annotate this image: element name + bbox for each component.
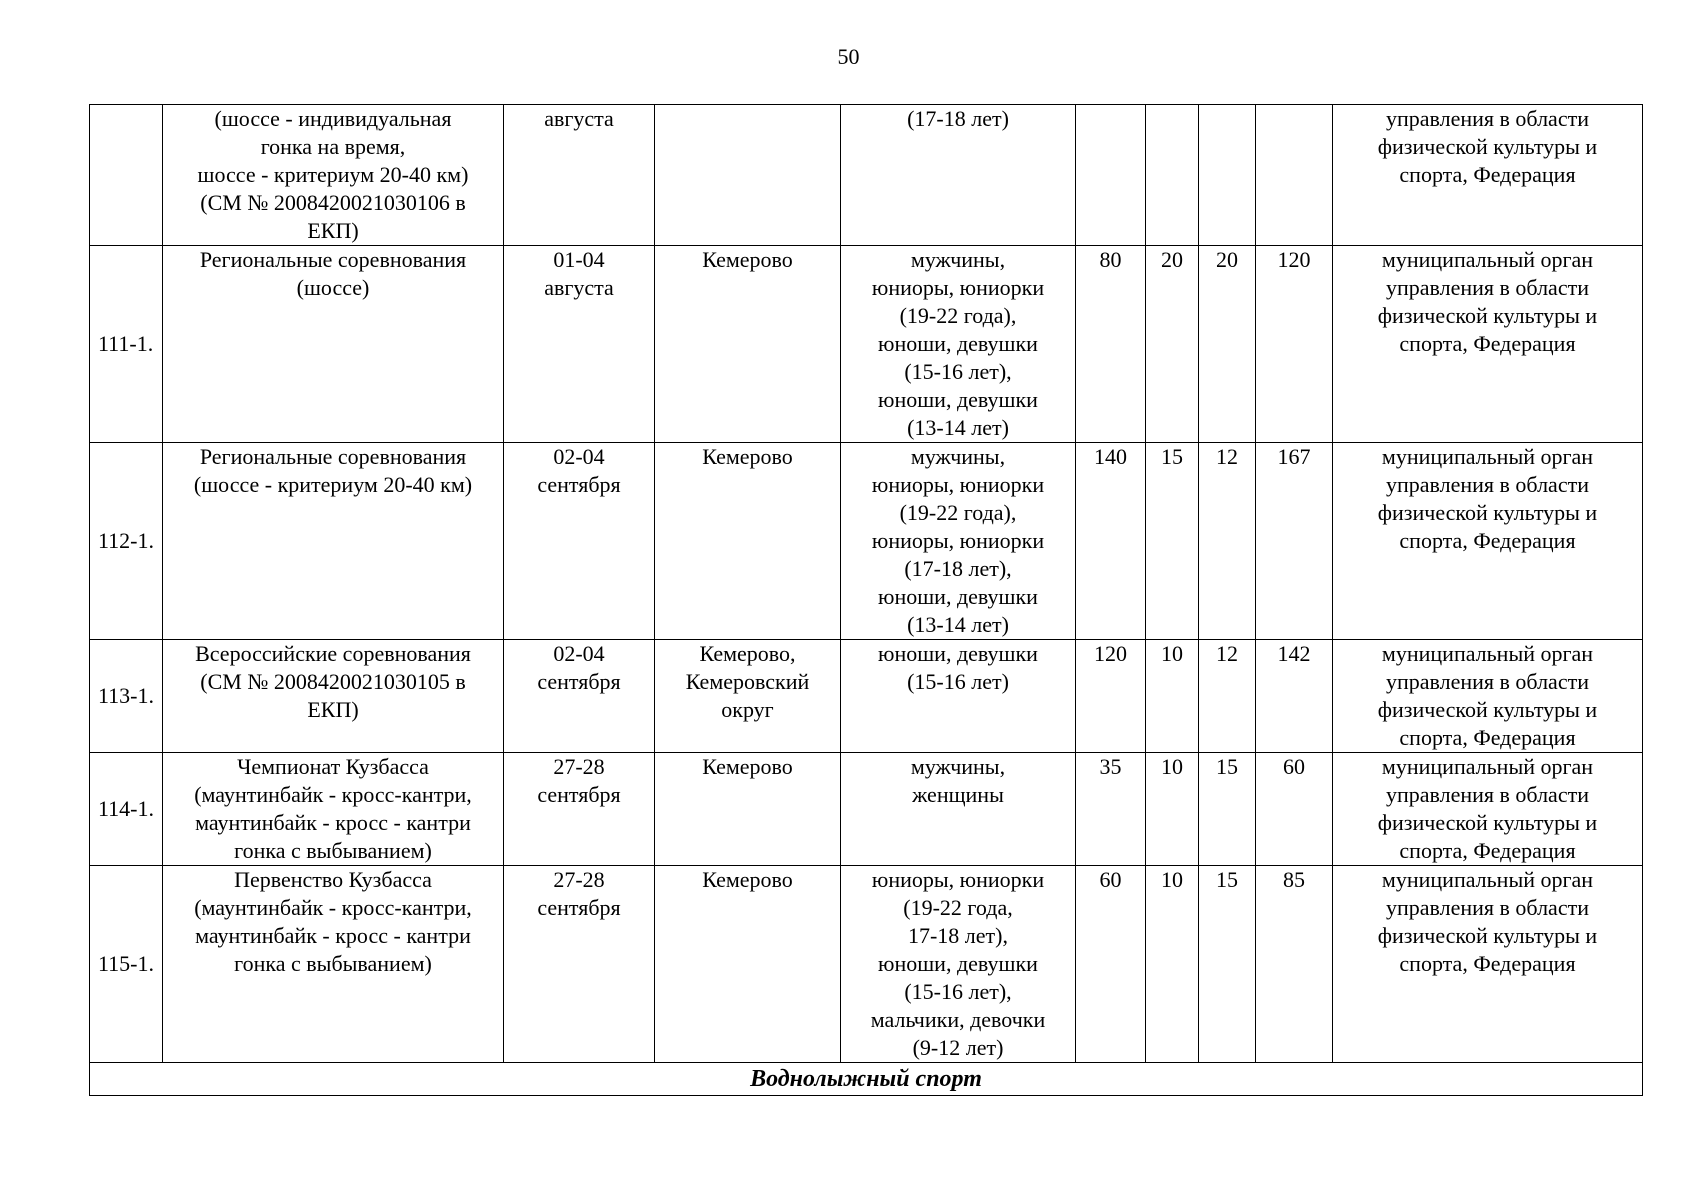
event-name: Всероссийские соревнования (СМ № 2008420021030105 в ЕКП): [163, 640, 504, 753]
count-coaches: 10: [1146, 753, 1199, 866]
count-judges: 15: [1199, 753, 1256, 866]
event-number: 114-1.: [90, 753, 163, 866]
count-athletes: 120: [1076, 640, 1146, 753]
count-total: 142: [1256, 640, 1333, 753]
count-judges: 15: [1199, 866, 1256, 1063]
event-name: (шоссе - индивидуальная гонка на время, шоссе - критериум 20-40 км) (СМ № 2008420021030106 в ЕКП): [163, 105, 504, 246]
event-place: Кемерово: [655, 443, 841, 640]
count-judges: 12: [1199, 443, 1256, 640]
event-participants: мужчины, юниоры, юниорки (19-22 года), юноши, девушки (15-16 лет), юноши, девушки (13-14 лет): [841, 246, 1076, 443]
table-row: [90, 246, 1643, 443]
event-participants: (17-18 лет): [841, 105, 1076, 246]
event-organizer: муниципальный орган управления в области физической культуры и спорта, Федерация: [1333, 246, 1643, 443]
event-dates: августа: [504, 105, 655, 246]
event-dates: 02-04 сентября: [504, 443, 655, 640]
event-name: Региональные соревнования (шоссе): [163, 246, 504, 443]
event-organizer: управления в области физической культуры и спорта, Федерация: [1333, 105, 1643, 246]
event-organizer: муниципальный орган управления в области физической культуры и спорта, Федерация: [1333, 866, 1643, 1063]
event-place: Кемерово, Кемеровский округ: [655, 640, 841, 753]
count-athletes: [1076, 105, 1146, 246]
event-place: Кемерово: [655, 246, 841, 443]
event-number: [90, 105, 163, 246]
event-dates: 02-04 сентября: [504, 640, 655, 753]
count-judges: 12: [1199, 640, 1256, 753]
table-row: [90, 753, 1643, 866]
event-dates: 01-04 августа: [504, 246, 655, 443]
event-participants: юноши, девушки (15-16 лет): [841, 640, 1076, 753]
event-number: 113-1.: [90, 640, 163, 753]
event-name: Чемпионат Кузбасса (маунтинбайк - кросс-кантри, маунтинбайк - кросс - кантри гонка с выбыванием): [163, 753, 504, 866]
count-total: [1256, 105, 1333, 246]
count-coaches: 10: [1146, 640, 1199, 753]
event-place: [655, 105, 841, 246]
event-organizer: муниципальный орган управления в области физической культуры и спорта, Федерация: [1333, 640, 1643, 753]
event-participants: мужчины, женщины: [841, 753, 1076, 866]
event-number: 115-1.: [90, 866, 163, 1063]
event-participants: юниоры, юниорки (19-22 года, 17-18 лет), юноши, девушки (15-16 лет), мальчики, девочки (9-12 лет): [841, 866, 1076, 1063]
event-organizer: муниципальный орган управления в области физической культуры и спорта, Федерация: [1333, 753, 1643, 866]
section-heading: Воднолыжный спорт: [90, 1063, 1643, 1096]
events-table: [89, 104, 1643, 1096]
event-name: Первенство Кузбасса (маунтинбайк - кросс-кантри, маунтинбайк - кросс - кантри гонка с выбыванием): [163, 866, 504, 1063]
count-total: 120: [1256, 246, 1333, 443]
event-dates: 27-28 сентября: [504, 866, 655, 1063]
page-number: 50: [837, 44, 860, 69]
event-place: Кемерово: [655, 866, 841, 1063]
count-total: 85: [1256, 866, 1333, 1063]
event-place: Кемерово: [655, 753, 841, 866]
count-coaches: 15: [1146, 443, 1199, 640]
event-name: Региональные соревнования (шоссе - критериум 20-40 км): [163, 443, 504, 640]
count-athletes: 140: [1076, 443, 1146, 640]
count-coaches: [1146, 105, 1199, 246]
count-total: 167: [1256, 443, 1333, 640]
section-row: [90, 1063, 1643, 1096]
count-athletes: 80: [1076, 246, 1146, 443]
event-participants: мужчины, юниоры, юниорки (19-22 года), юниоры, юниорки (17-18 лет), юноши, девушки (13-14 лет): [841, 443, 1076, 640]
event-number: 111-1.: [90, 246, 163, 443]
event-dates: 27-28 сентября: [504, 753, 655, 866]
event-organizer: муниципальный орган управления в области физической культуры и спорта, Федерация: [1333, 443, 1643, 640]
table-row: [90, 640, 1643, 753]
event-number: 112-1.: [90, 443, 163, 640]
count-judges: 20: [1199, 246, 1256, 443]
table-row: [90, 105, 1643, 246]
count-athletes: 35: [1076, 753, 1146, 866]
table-row: [90, 866, 1643, 1063]
table-row: [90, 443, 1643, 640]
count-total: 60: [1256, 753, 1333, 866]
count-judges: [1199, 105, 1256, 246]
count-coaches: 20: [1146, 246, 1199, 443]
count-coaches: 10: [1146, 866, 1199, 1063]
count-athletes: 60: [1076, 866, 1146, 1063]
